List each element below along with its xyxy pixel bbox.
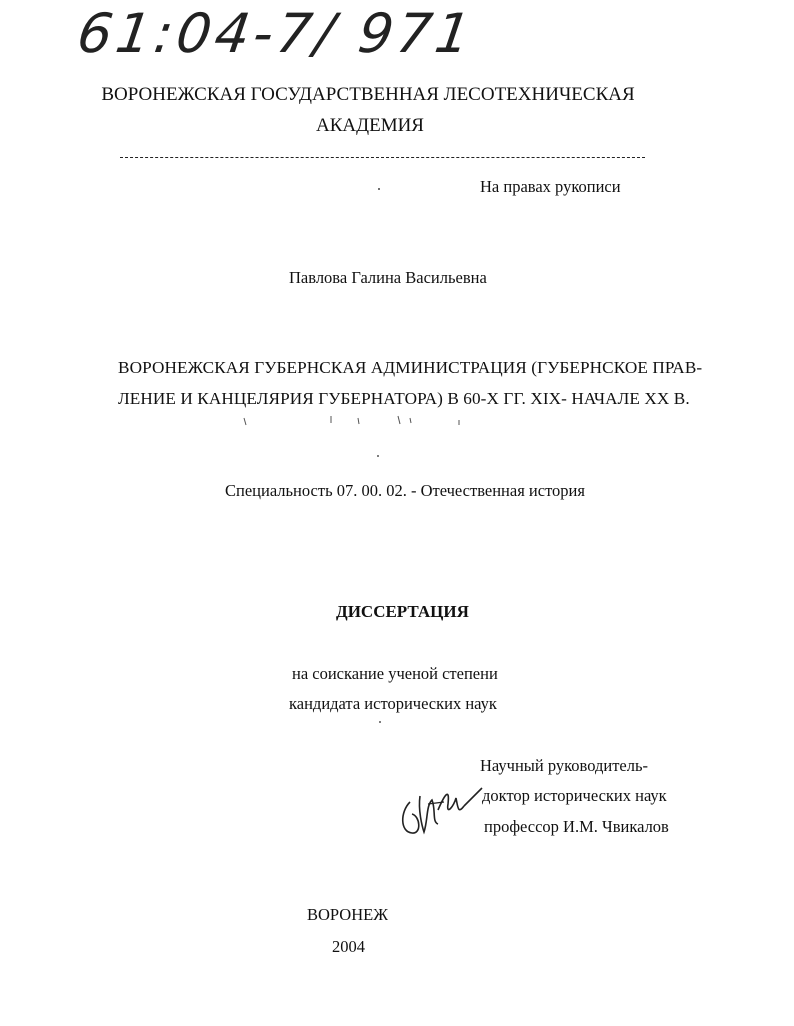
degree-line2: кандидата исторических наук xyxy=(289,694,497,713)
institution-name-line2: АКАДЕМИЯ xyxy=(316,115,424,136)
supervisor-degree: доктор исторических наук xyxy=(482,786,667,805)
dissertation-title-line1: ВОРОНЕЖСКАЯ ГУБЕРНСКАЯ АДМИНИСТРАЦИЯ (ГУБЕРНСКОЕ ПРАВ- xyxy=(118,358,703,377)
degree-line1: на соискание ученой степени xyxy=(292,664,498,683)
archive-number-handwritten: 61:04-7/ 971 xyxy=(73,2,479,65)
author-name: Павлова Галина Васильевна xyxy=(289,268,487,287)
supervisor-name: профессор И.М. Чвикалов xyxy=(484,817,669,836)
specialty-line: Специальность 07. 00. 02. - Отечественная история xyxy=(225,481,585,500)
dissertation-title-line2: ЛЕНИЕ И КАНЦЕЛЯРИЯ ГУБЕРНАТОРА) В 60-Х ГГ. XIX- НАЧАЛЕ XX В. xyxy=(118,389,690,408)
manuscript-rights-note: На правах рукописи xyxy=(480,177,621,196)
institution-name-line1: ВОРОНЕЖСКАЯ ГОСУДАРСТВЕННАЯ ЛЕСОТЕХНИЧЕСКАЯ xyxy=(101,84,635,105)
year: 2004 xyxy=(332,937,365,956)
handwritten-signature xyxy=(398,776,488,840)
supervisor-role: Научный руководитель- xyxy=(480,756,648,775)
document-type-heading: ДИССЕРТАЦИЯ xyxy=(336,602,469,621)
city-name: ВОРОНЕЖ xyxy=(307,905,388,924)
separator-rule xyxy=(120,157,645,158)
